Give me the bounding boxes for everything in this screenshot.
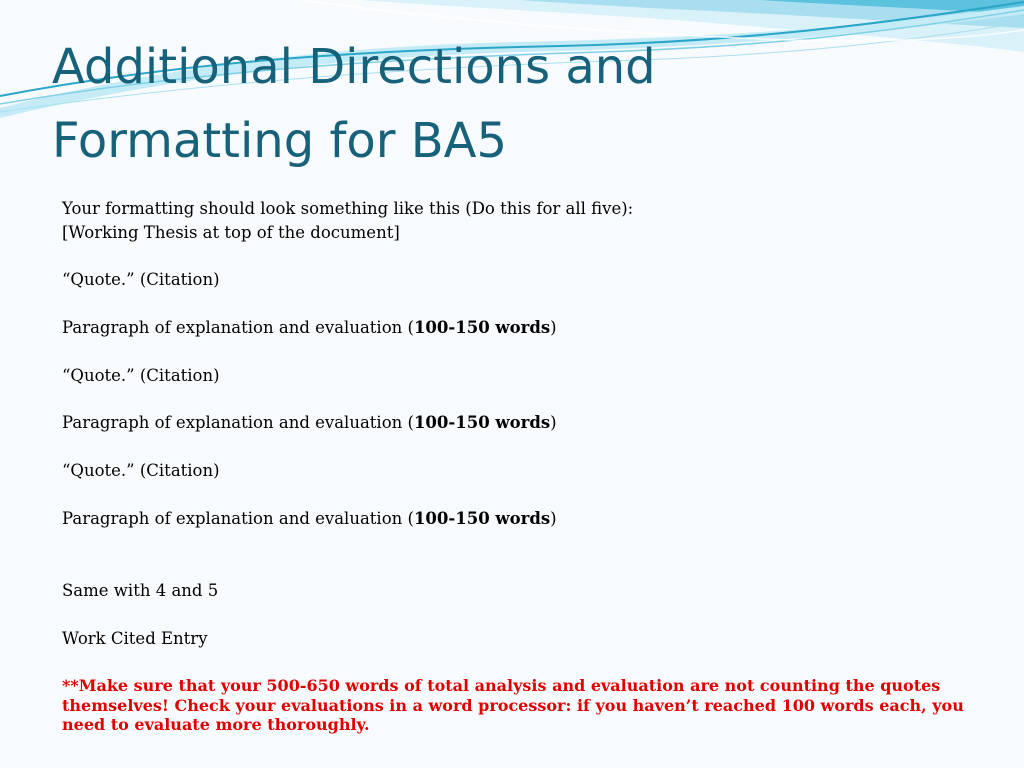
word-count-label: 100-150 words — [413, 318, 551, 337]
paragraph-line — [62, 317, 557, 339]
title-line-1: Additional Directions and — [52, 39, 656, 95]
quote-line: “Quote.” (Citation) — [62, 366, 220, 385]
paragraph-line — [62, 508, 557, 530]
same-with-text: Same with 4 and 5 — [62, 581, 219, 600]
paragraph-text: Paragraph of explanation and evaluation ( — [62, 318, 414, 337]
thesis-text: [Working Thesis at top of the document] — [62, 223, 400, 242]
paragraph-close: ) — [550, 413, 557, 432]
word-count-label: 100-150 words — [413, 413, 551, 432]
work-cited-text: Work Cited Entry — [62, 629, 208, 648]
quote-line: “Quote.” (Citation) — [62, 270, 220, 289]
warning-note: **Make sure that your 500-650 words of total analysis and evaluation are not counting the quotes themselves! Check your evaluations in a word processor: if you haven’t reached 100 words each, you need to evaluate more thoroughly. — [62, 676, 964, 734]
paragraph-text: Paragraph of explanation and evaluation ( — [62, 509, 414, 528]
paragraph-text: Paragraph of explanation and evaluation ( — [62, 413, 414, 432]
paragraph-close: ) — [550, 318, 557, 337]
slide-title — [52, 30, 952, 178]
intro-text: Your formatting should look something like this (Do this for all five): — [62, 199, 634, 218]
paragraph-close: ) — [550, 509, 557, 528]
title-line-2: Formatting for BA5 — [52, 113, 508, 169]
paragraph-line — [62, 412, 557, 434]
word-count-label: 100-150 words — [413, 509, 551, 528]
quote-line: “Quote.” (Citation) — [62, 461, 220, 480]
